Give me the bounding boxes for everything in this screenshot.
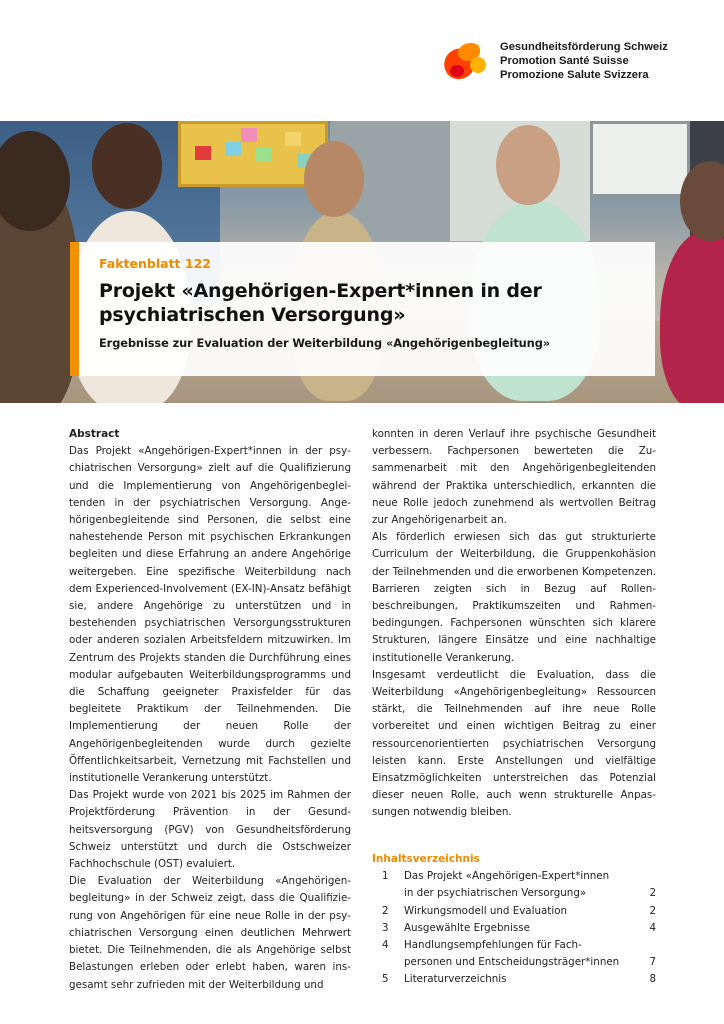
table-of-contents	[372, 851, 656, 989]
factsheet-number: Faktenblatt 122	[99, 256, 211, 271]
toc-item[interactable]	[372, 920, 656, 937]
toc-item-number: 5	[382, 973, 389, 986]
toc-item-label: Wirkungsmodell und Evaluation	[404, 904, 568, 917]
logo-text	[500, 40, 668, 82]
toc-item[interactable]	[372, 868, 656, 885]
toc-item[interactable]	[372, 954, 656, 971]
brand-logo	[444, 38, 704, 84]
toc-item-page	[636, 868, 656, 885]
page-title-line2: psychiatrischen Versorgung»	[99, 304, 406, 326]
toc-item-number: 3	[382, 921, 389, 934]
abstract-paragraph: Das Projekt wurde von 2021 bis 2025 im Rahmen der Projektförderung Prävention in der Gesundheitsversorgung (PGV) von Gesundheitsförderung Schweiz unterstützt und durch die Ostschweizer Fachhochschule (OST) evaluiert.	[69, 789, 351, 871]
title-box	[70, 242, 655, 376]
abstract-paragraph: Das Projekt «Angehörigen-Expert*innen in der psychiatrischen Versorgung» zielt auf die Qualifizierung und die Implementierung von Angehörigenbegleitenden in der psychiatrischen Versorgung. Angehörigenbegleitende sind Personen, die selbst eine nahestehende Person mit psychischen Erkrankungen begleiten und diese Erfahrung an andere Angehörige weitergeben. Eine spezifische Weiterbildung nach dem Experienced-Involvement (EX-IN)-Ansatz befähigt sie, andere Angehörige zu unterstützen und in bestehenden psychiatrischen Versorgungsstrukturen oder anderen sozialen Arbeitsfeldern mitzuwirken. Im Zentrum des Projekts standen die Durchführung eines modular aufgebauten Weiterbildungsprogramms und die Schaffung geeigneter Praxisfelder für das begleitete Praktikum der Teilnehmenden. Die Implementierung der neuen Rolle der Angehörigenbegleitenden wurde durch gezielte Öffentlichkeitsarbeit, Vernetzung mit Fachstellen und institutionelle Verankerung unterstützt.	[69, 445, 351, 785]
abstract-column-left	[69, 426, 351, 994]
logo-line-it: Promozione Salute Svizzera	[500, 69, 649, 81]
toc-item-number: 2	[382, 904, 389, 917]
page-subtitle: Ergebnisse zur Evaluation der Weiterbildung «Angehörigenbegleitung»	[99, 336, 551, 350]
toc-item[interactable]	[372, 971, 656, 988]
toc-item-page: 2	[649, 904, 656, 917]
abstract-heading: Abstract	[69, 428, 120, 440]
toc-item-label: Ausgewählte Ergebnisse	[404, 921, 530, 934]
toc-item-page	[636, 937, 656, 954]
toc-item-label: Handlungsempfehlungen für Fach-	[404, 939, 582, 952]
abstract-paragraph: konnten in deren Verlauf ihre psychische Gesundheit verbessern. Fachpersonen bewerteten die Zusammenarbeit mit den Angehörigenbegleitenden während der Praktika unterschiedlich, erkannten die neue Rolle jedoch zunehmend als wertvollen Beitrag zur Angehörigenarbeit an.	[372, 428, 656, 527]
toc-item-label: Das Projekt «Angehörigen-Expert*innen	[404, 870, 610, 883]
logo-mark-icon	[444, 41, 492, 81]
toc-item-page: 7	[649, 956, 656, 969]
toc-item-number: 1	[382, 870, 389, 883]
toc-item[interactable]	[372, 903, 656, 920]
toc-item[interactable]	[372, 937, 656, 954]
abstract-paragraph: Die Evaluation der Weiterbildung «Angehörigenbegleitung» in der Schweiz zeigt, dass die Qualifizierung von Angehörigen für eine neue Rolle in der psychiatrischen Versorgung einen deutlichen Mehrwert bietet. Die Teilnehmenden, die als Angehörige selbst Belastungen erleben oder erlebt haben, waren insgesamt sehr zufrieden mit der Weiterbildung und	[69, 875, 351, 991]
toc-item-number	[372, 885, 394, 902]
toc-item-page: 8	[649, 973, 656, 986]
page-title-line1: Projekt «Angehörigen-Expert*innen in der	[99, 280, 542, 302]
toc-heading: Inhaltsverzeichnis	[372, 853, 480, 865]
toc-item[interactable]	[372, 885, 656, 902]
page-title	[99, 279, 637, 327]
abstract-paragraph: Insgesamt verdeutlicht die Evaluation, dass die Weiterbildung «Angehörigenbegleitung» Ressourcen stärkt, die Teilnehmenden auf ihre neue Rolle vorbereitet und einen wichtigen Beitrag zu einer ressourcenorientierten psychiatrischen Versorgung leisten kann. Erste Anstellungen und vielfältige Einsatzmöglichkeiten unterstreichen das Potenzial dieser neuen Rolle, auch wenn strukturelle Anpassungen notwendig bleiben.	[372, 668, 656, 819]
toc-item-label: in der psychiatrischen Versorgung»	[404, 887, 587, 900]
toc-item-page: 2	[649, 887, 656, 900]
toc-item-number: 4	[382, 939, 389, 952]
toc-item-label: personen und Entscheidungsträger*innen	[404, 956, 620, 969]
logo-line-de: Gesundheitsförderung Schweiz	[500, 41, 668, 53]
toc-item-number	[372, 954, 394, 971]
toc-item-label: Literaturverzeichnis	[404, 973, 507, 986]
abstract-column-right	[372, 426, 656, 822]
logo-line-fr: Promotion Santé Suisse	[500, 55, 629, 67]
toc-item-page: 4	[649, 921, 656, 934]
abstract-paragraph: Als förderlich erwiesen sich das gut strukturierte Curriculum der Weiterbildung, die Gruppenkohäsion der Teilnehmenden und die erworbenen Kompetenzen. Barrieren zeigten sich in Bezug auf Rollenbeschreibungen, Praktikumszeiten und Rahmenbedingungen. Fachpersonen wünschten sich klarere Strukturen, längere Einsätze und eine nachhaltige institutionelle Verankerung.	[372, 531, 656, 664]
